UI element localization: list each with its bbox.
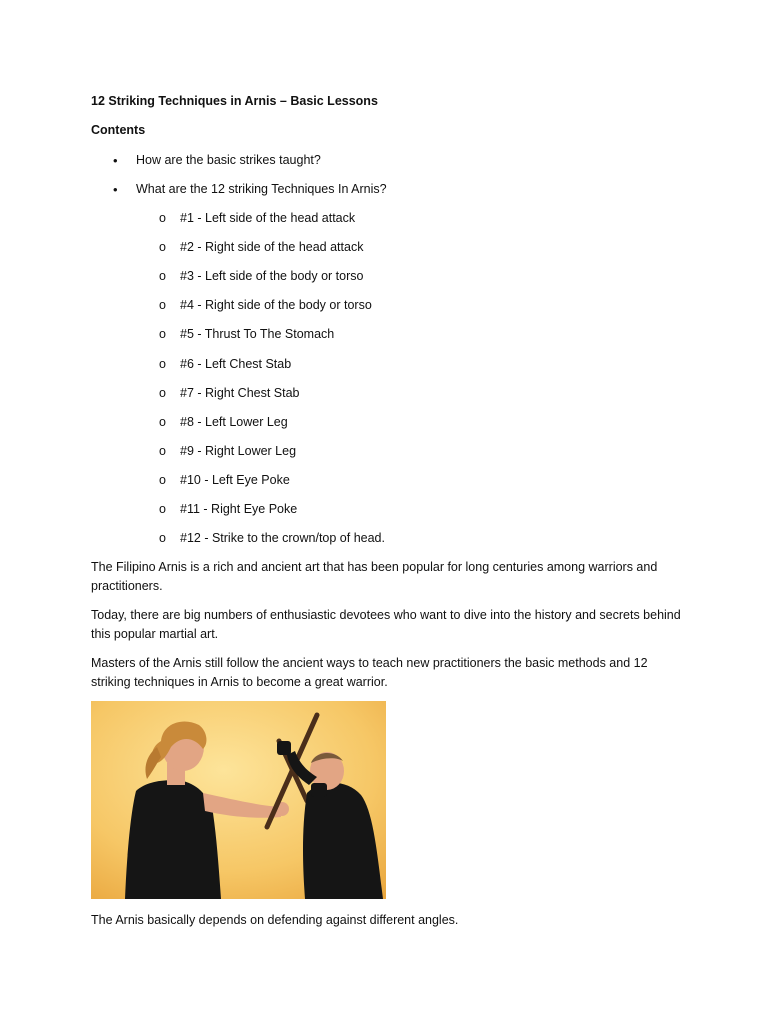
sub-bullet-marker: o xyxy=(159,415,166,429)
sub-bullet-marker: o xyxy=(159,531,166,545)
sub-bullet-marker: o xyxy=(159,269,166,283)
bullet-marker: • xyxy=(113,182,118,197)
sub-bullet-marker: o xyxy=(159,211,166,225)
technique-label: #3 - Left side of the body or torso xyxy=(180,269,364,283)
technique-label: #11 - Right Eye Poke xyxy=(180,502,298,516)
sub-bullet-marker: o xyxy=(159,357,166,371)
sub-bullet-marker: o xyxy=(159,386,166,400)
technique-label: #10 - Left Eye Poke xyxy=(180,473,290,487)
technique-label: #12 - Strike to the crown/top of head. xyxy=(180,531,385,545)
sub-bullet-marker: o xyxy=(159,502,166,516)
technique-label: #5 - Thrust To The Stomach xyxy=(180,327,335,341)
technique-label: #9 - Right Lower Leg xyxy=(180,444,297,458)
technique-label: #7 - Right Chest Stab xyxy=(180,386,300,400)
technique-label: #6 - Left Chest Stab xyxy=(180,357,292,371)
contents-bullet-label: What are the 12 striking Techniques In Arnis? xyxy=(136,182,387,196)
contents-bullet-label: How are the basic strikes taught? xyxy=(136,153,321,167)
sub-bullet-marker: o xyxy=(159,473,166,487)
sub-bullet-marker: o xyxy=(159,327,166,341)
paragraph-devotees: Today, there are big numbers of enthusiastic devotees who want to dive into the history and secrets behind this popular martial art. xyxy=(91,608,681,641)
bullet-marker: • xyxy=(113,153,118,168)
sub-bullet-marker: o xyxy=(159,298,166,312)
photo-caption: The Arnis basically depends on defending against different angles. xyxy=(91,913,459,927)
technique-label: #4 - Right side of the body or torso xyxy=(180,298,372,312)
technique-label: #1 - Left side of the head attack xyxy=(180,211,356,225)
technique-label: #2 - Right side of the head attack xyxy=(180,240,364,254)
paragraph-intro: The Filipino Arnis is a rich and ancient art that has been popular for long centuries among warriors and practitioners. xyxy=(91,560,658,593)
document-title: 12 Striking Techniques in Arnis – Basic Lessons xyxy=(91,94,378,108)
arnis-sparring-photo xyxy=(91,701,386,899)
sub-bullet-marker: o xyxy=(159,444,166,458)
technique-label: #8 - Left Lower Leg xyxy=(180,415,288,429)
contents-heading: Contents xyxy=(91,123,146,137)
paragraph-masters: Masters of the Arnis still follow the ancient ways to teach new practitioners the basic methods and 12 striking techniques in Arnis to become a great warrior. xyxy=(91,656,648,689)
sub-bullet-marker: o xyxy=(159,240,166,254)
